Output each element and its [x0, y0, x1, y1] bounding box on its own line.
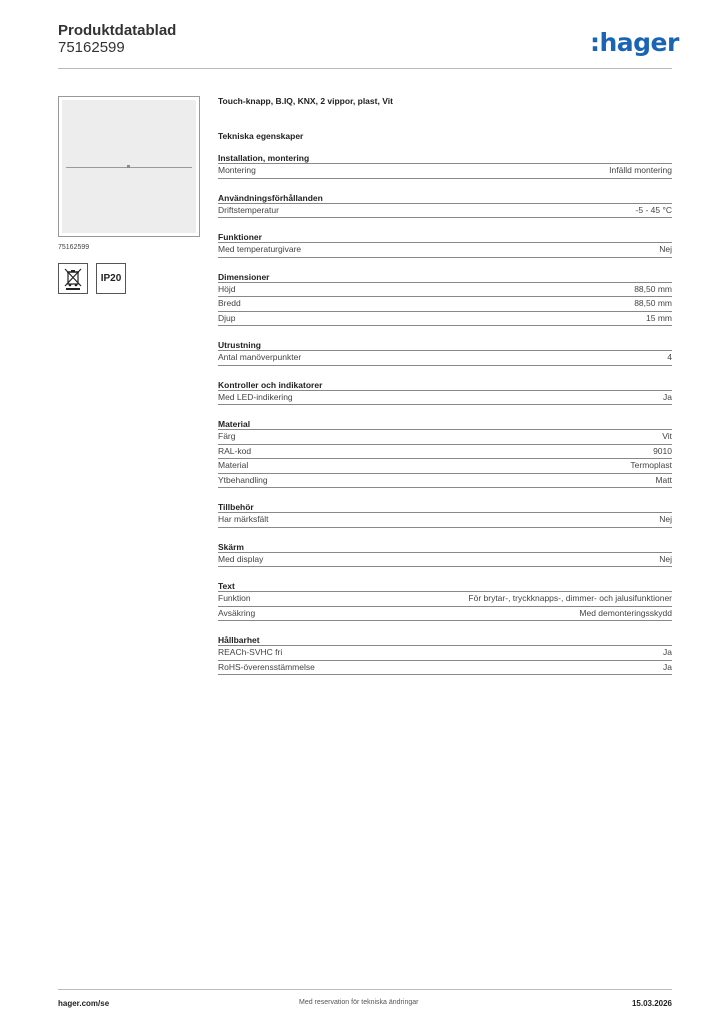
spec-section: [218, 635, 672, 675]
section-title: Funktioner: [218, 232, 672, 243]
spec-label: Driftstemperatur: [218, 204, 279, 215]
spec-section: [218, 153, 672, 179]
spec-row: [218, 459, 672, 474]
spec-row: [218, 164, 672, 179]
document-title: Produktdatablad: [58, 22, 177, 39]
spec-section: [218, 581, 672, 621]
spec-label: Med display: [218, 553, 264, 564]
section-title: Tillbehör: [218, 502, 672, 513]
hager-logo[interactable]: :hager: [590, 28, 679, 57]
spec-section: [218, 502, 672, 528]
specs-table: [218, 150, 672, 675]
section-title: Utrustning: [218, 340, 672, 351]
spec-row: [218, 592, 672, 607]
header-divider: [58, 68, 672, 69]
spec-value: 88,50 mm: [634, 298, 672, 308]
spec-row: [218, 513, 672, 528]
section-title: Hållbarhet: [218, 635, 672, 646]
spec-value: Med demonteringsskydd: [579, 607, 672, 618]
section-spacer: [218, 179, 672, 190]
spec-value: Vit: [662, 431, 672, 441]
spec-value: Nej: [659, 553, 672, 564]
spec-value: Termoplast: [630, 460, 672, 470]
section-spacer: [218, 621, 672, 632]
section-spacer: [218, 218, 672, 229]
section-spacer: [218, 326, 672, 337]
spec-row: [218, 474, 672, 489]
spec-label: REACh-SVHC fri: [218, 647, 283, 657]
section-title: Dimensioner: [218, 272, 672, 283]
spec-row: [218, 445, 672, 460]
section-title: Skärm: [218, 542, 672, 553]
section-spacer: [218, 528, 672, 539]
spec-value: 4: [667, 352, 672, 362]
footer-date: 15.03.2026: [631, 999, 672, 1008]
spec-label: Funktion: [218, 593, 251, 603]
spec-label: Med temperaturgivare: [218, 244, 302, 254]
section-title: Material: [218, 419, 672, 430]
image-caption: 75162599: [58, 244, 90, 251]
ip-rating-badge: IP20: [96, 263, 126, 294]
spec-row: [218, 646, 672, 661]
spec-row: [218, 553, 672, 568]
spec-section: [218, 380, 672, 406]
footer-divider: [58, 989, 672, 990]
spec-section: [218, 272, 672, 327]
spec-section: [218, 419, 672, 488]
spec-value: För brytar-, tryckknapps-, dimmer- och jalusifunktioner: [468, 593, 672, 603]
spec-label: Färg: [218, 431, 236, 441]
product-image: [58, 96, 200, 237]
section-spacer: [218, 258, 672, 269]
section-title: Installation, montering: [218, 153, 672, 164]
spec-label: Bredd: [218, 298, 241, 308]
spec-label: Höjd: [218, 283, 236, 294]
spec-value: 9010: [653, 445, 672, 456]
spec-value: Ja: [663, 661, 672, 672]
spec-label: RAL-kod: [218, 445, 252, 456]
spec-label: Material: [218, 460, 249, 470]
section-spacer: [218, 488, 672, 499]
specs-heading: Tekniska egenskaper: [218, 131, 304, 141]
spec-row: [218, 430, 672, 445]
section-spacer: [218, 567, 672, 578]
spec-value: -5 - 45 °C: [635, 204, 672, 215]
spec-row: [218, 297, 672, 312]
footer-website-link[interactable]: hager.com/se: [58, 999, 110, 1008]
spec-row: [218, 351, 672, 366]
spec-label: Djup: [218, 312, 236, 323]
spec-label: Ytbehandling: [218, 474, 268, 485]
weee-bin-icon: [58, 263, 88, 294]
spec-label: Har märksfält: [218, 514, 269, 524]
spec-row: [218, 312, 672, 327]
spec-value: Nej: [659, 244, 672, 254]
led-dot: [127, 165, 130, 168]
spec-label: Med LED-indikering: [218, 391, 293, 402]
spec-value: 88,50 mm: [634, 283, 672, 294]
spec-row: [218, 607, 672, 622]
section-title: Text: [218, 581, 672, 592]
section-spacer: [218, 405, 672, 416]
product-number: 75162599: [58, 39, 125, 56]
spec-row: [218, 391, 672, 406]
spec-value: Ja: [663, 647, 672, 657]
section-spacer: [218, 366, 672, 377]
spec-label: Avsäkring: [218, 607, 256, 618]
spec-row: [218, 283, 672, 298]
spec-section: [218, 542, 672, 568]
spec-row: [218, 243, 672, 258]
spec-label: Montering: [218, 165, 256, 175]
spec-value: 15 mm: [646, 312, 672, 323]
section-title: Kontroller och indikatorer: [218, 380, 672, 391]
spec-value: Matt: [655, 474, 672, 485]
spec-row: [218, 204, 672, 219]
spec-section: [218, 232, 672, 258]
spec-value: Infälld montering: [609, 165, 672, 175]
spec-value: Ja: [663, 391, 672, 402]
spec-value: Nej: [659, 514, 672, 524]
section-title: Användningsförhållanden: [218, 193, 672, 204]
footer-disclaimer: Med reservation för tekniska ändringar: [299, 999, 419, 1006]
spec-section: [218, 193, 672, 219]
spec-section: [218, 340, 672, 366]
spec-row: [218, 661, 672, 676]
spec-label: Antal manöverpunkter: [218, 352, 302, 362]
spec-label: RoHS-överensstämmelse: [218, 661, 315, 672]
product-description: Touch-knapp, B.IQ, KNX, 2 vippor, plast, Vit: [218, 96, 393, 106]
touch-button-plate: [62, 100, 196, 233]
